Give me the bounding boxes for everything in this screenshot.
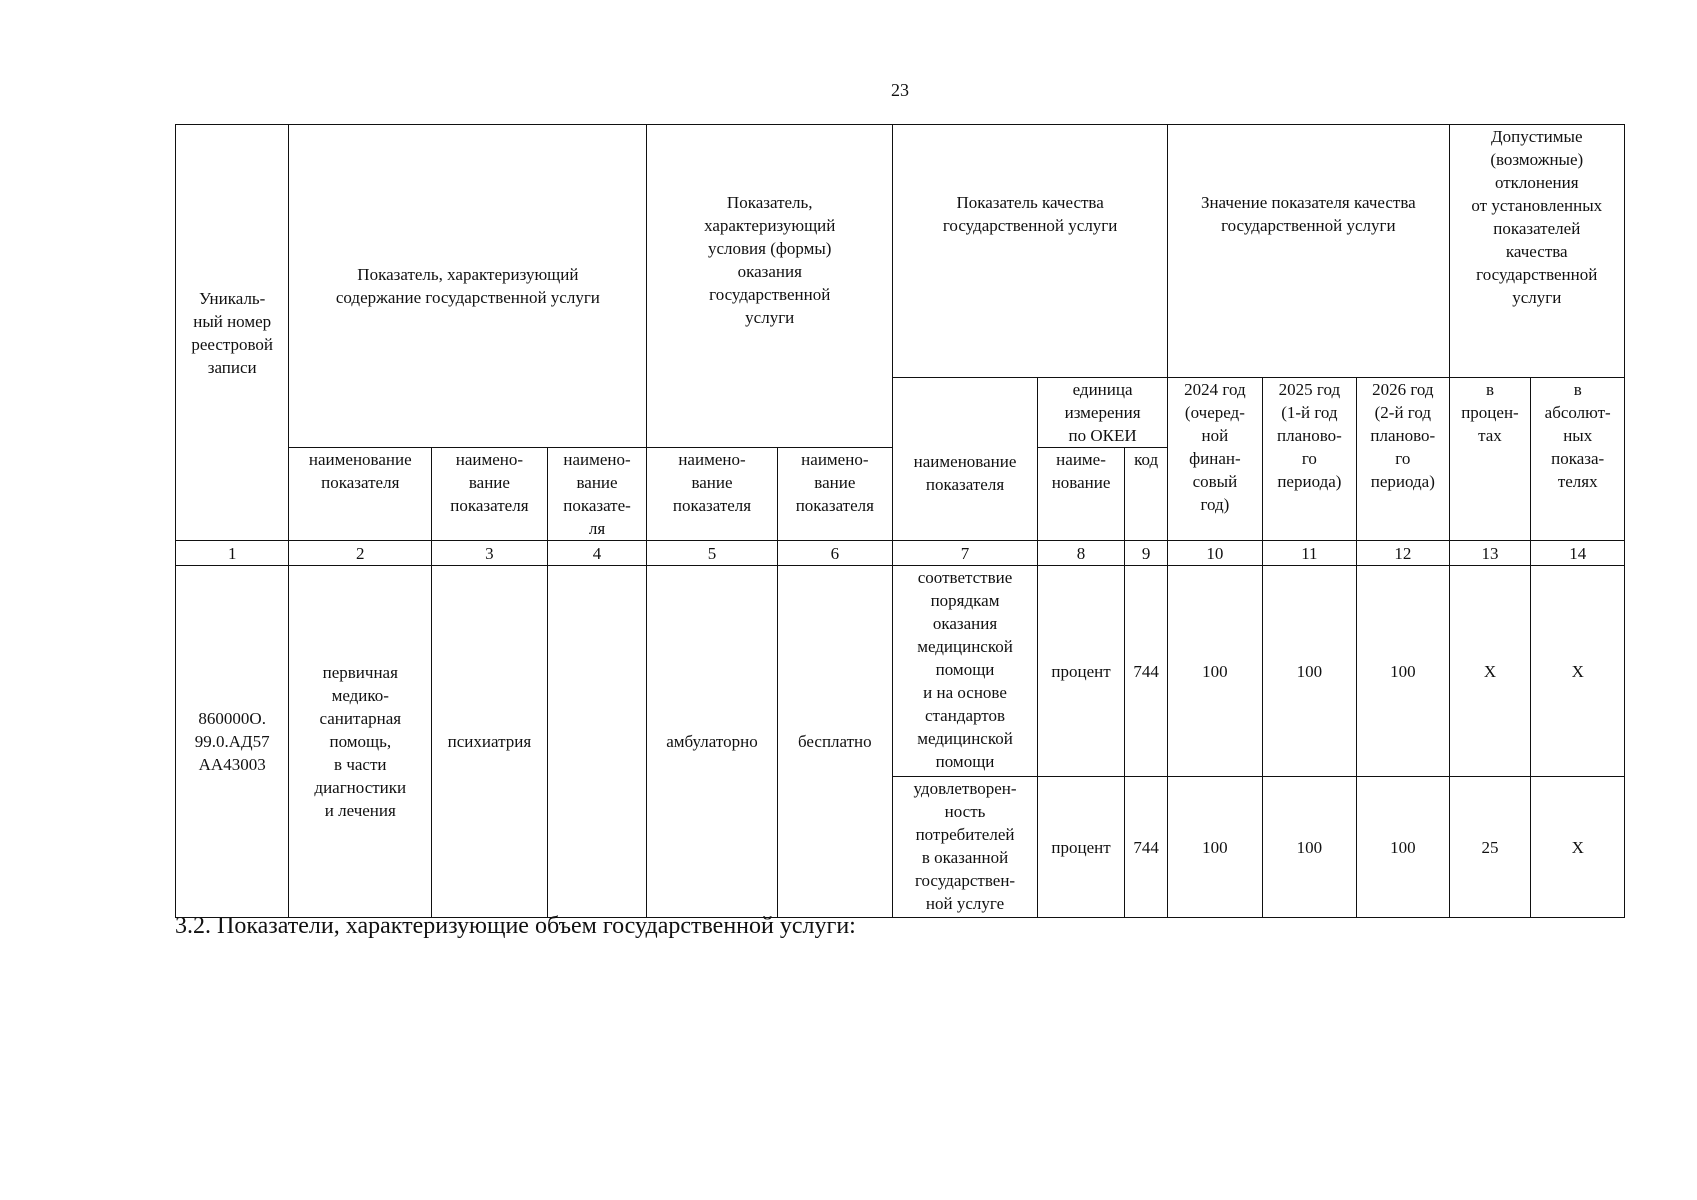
header-content-group: Показатель, характеризующий содержание государственной услуги [289, 125, 647, 448]
unit-code-cell: 744 [1125, 566, 1168, 777]
condition-indicator-2: бесплатно [777, 566, 893, 918]
value-2024-cell: 100 [1168, 777, 1262, 918]
column-number: 11 [1262, 541, 1356, 566]
header-unit-code: код [1125, 448, 1168, 541]
deviation-absolute-cell: Х [1531, 777, 1625, 918]
column-number: 1 [176, 541, 289, 566]
deviation-percent-cell: 25 [1449, 777, 1531, 918]
content-indicator-2: психиатрия [432, 566, 547, 918]
header-content-name-1: наименование показателя [289, 448, 432, 541]
table-row [176, 566, 1625, 777]
section-heading: 3.2. Показатели, характеризующие объем государственной услуги: [175, 913, 856, 939]
header-deviations-group: Допустимые (возможные) отклонения от установленных показателей качества государственной услуги [1449, 125, 1624, 378]
column-number: 14 [1531, 541, 1625, 566]
column-number: 12 [1357, 541, 1449, 566]
content-indicator-1: первичная медико- санитарная помощь, в части диагностики и лечения [289, 566, 432, 918]
header-deviation-percent: в процен- тах [1449, 378, 1531, 541]
column-number: 5 [647, 541, 777, 566]
value-2026-cell: 100 [1357, 566, 1449, 777]
unit-code-cell: 744 [1125, 777, 1168, 918]
content-indicator-3 [547, 566, 647, 918]
header-unit-name: наиме- нование [1037, 448, 1124, 541]
value-2025-cell: 100 [1262, 777, 1356, 918]
quality-indicator-name: удовлетворен- ность потребителей в оказанной государствен- ной услуге [893, 777, 1038, 918]
column-number: 13 [1449, 541, 1531, 566]
deviation-percent-cell: Х [1449, 566, 1531, 777]
header-deviation-absolute: в абсолют- ных показа- телях [1531, 378, 1625, 541]
registry-number-cell: 860000О. 99.0.АД57 АА43003 [176, 566, 289, 918]
deviation-absolute-cell: Х [1531, 566, 1625, 777]
header-condition-name-2: наимено- вание показателя [777, 448, 893, 541]
column-number: 6 [777, 541, 893, 566]
condition-indicator-1: амбулаторно [647, 566, 777, 918]
header-registry-number: Уникаль- ный номер реестровой записи [176, 125, 289, 541]
header-values-group: Значение показателя качества государственной услуги [1168, 125, 1449, 378]
header-quality-group: Показатель качества государственной услуги [893, 125, 1168, 378]
value-2024-cell: 100 [1168, 566, 1262, 777]
header-content-name-2: наимено- вание показателя [432, 448, 547, 541]
unit-name-cell: процент [1037, 777, 1124, 918]
column-number: 8 [1037, 541, 1124, 566]
header-year-2026: 2026 год (2-й год планово- го периода) [1357, 378, 1449, 541]
header-row-top [176, 125, 1625, 378]
header-indicator-name: наименование показателя [893, 378, 1038, 541]
header-condition-name-1: наимено- вание показателя [647, 448, 777, 541]
column-number: 3 [432, 541, 547, 566]
header-year-2025: 2025 год (1-й год планово- го периода) [1262, 378, 1356, 541]
header-content-name-3: наимено- вание показате- ля [547, 448, 647, 541]
column-numbers-row [176, 541, 1625, 566]
quality-indicators-table [175, 124, 1625, 918]
header-year-2024: 2024 год (очеред- ной финан- совый год) [1168, 378, 1262, 541]
value-2025-cell: 100 [1262, 566, 1356, 777]
page-number: 23 [891, 80, 909, 100]
column-number: 7 [893, 541, 1038, 566]
column-number: 2 [289, 541, 432, 566]
unit-name-cell: процент [1037, 566, 1124, 777]
value-2026-cell: 100 [1357, 777, 1449, 918]
column-number: 10 [1168, 541, 1262, 566]
quality-indicator-name: соответствие порядкам оказания медицинской помощи и на основе стандартов медицинской помощи [893, 566, 1038, 777]
column-number: 4 [547, 541, 647, 566]
header-conditions-group: Показатель, характеризующий условия (формы) оказания государственной услуги [647, 125, 893, 448]
column-number: 9 [1125, 541, 1168, 566]
header-unit-group: единица измерения по ОКЕИ [1037, 378, 1167, 448]
